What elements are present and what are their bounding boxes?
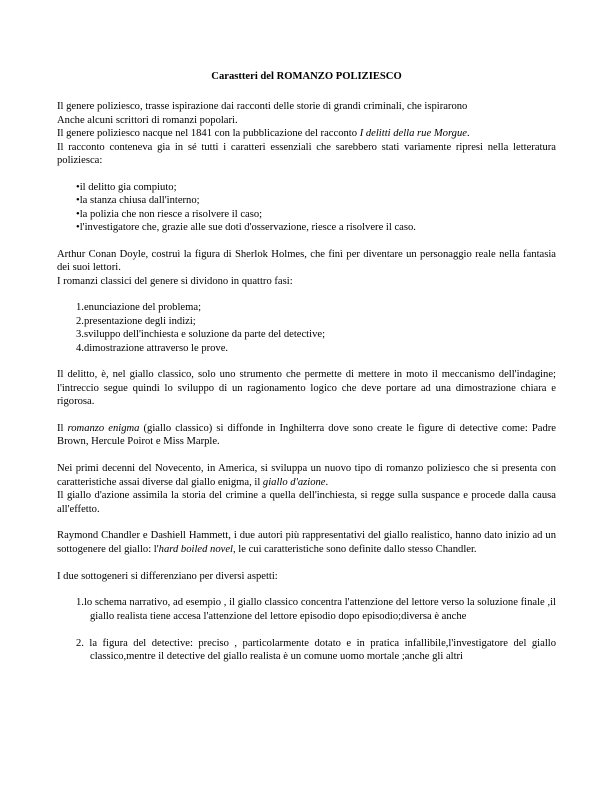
- enigma-paragraph: [57, 422, 556, 449]
- novecento-text-end: .: [325, 476, 329, 488]
- aspects-list: [57, 596, 556, 623]
- document-title: Carastteri del ROMANZO POLIZIESCO: [211, 71, 402, 82]
- intro-line-3-text: Il genere poliziesco nacque nel 1841 con la pubblicazione del racconto: [57, 128, 360, 140]
- list-item: 1.lo schema narrativo, ad esempio , il giallo classico concentra l'attenzione del lettore verso la soluzione finale ,il giallo realista tiene accesa l'attenzione del lettore episodio dopo episodio;diversa è anche: [76, 597, 556, 622]
- aspects-list-continued: [57, 637, 556, 664]
- list-item: 1.enunciazione del problema;: [76, 302, 202, 314]
- list-item: 3.sviluppo dell'inchiesta e soluzione da parte del detective;: [76, 329, 326, 341]
- list-item: • la polizia che non riesce a risolvere il caso;: [76, 208, 556, 221]
- list-item: • l'investigatore che, grazie alle sue doti d'osservazione, riesce a risolvere il caso.: [76, 221, 556, 234]
- chandler-text-start: Raymond Chandler e Dashiell Hammett, i due autori più rappresentativi del giallo realistico, hanno dato inizio ad un sottogenere del giallo: l': [57, 530, 556, 555]
- characteristics-list: [57, 181, 556, 235]
- giallo-azione-paragraph: Il giallo d'azione assimila la storia del crimine a quella dell'inchiesta, si regge sulla suspance e procede dalla causa all'effetto.: [57, 490, 556, 515]
- sottogeneri-intro: I due sottogeneri si differenziano per diversi aspetti:: [57, 570, 278, 582]
- list-item: 2.presentazione degli indizi;: [76, 315, 196, 327]
- delitto-paragraph: Il delitto, è, nel giallo classico, solo uno strumento che permette di mettere in moto il meccanismo dell'indagine; l'intreccio segue quindi lo sviluppo di un ragionamento logico che deve portare ad una dimostrazione chiara e rigorosa.: [57, 369, 556, 408]
- list-item: 4.dimostrazione attraverso le prove.: [76, 342, 229, 354]
- hard-boiled-term: hard boiled novel: [158, 543, 233, 555]
- intro-line-2: Anche alcuni scrittori di romanzi popolari.: [57, 114, 238, 126]
- phases-intro: I romanzi classici del genere si dividono in quattro fasi:: [57, 275, 293, 287]
- intro-line-1: Il genere poliziesco, trasse ispirazione dai racconti delle storie di grandi criminali, che ispirarono: [57, 101, 468, 113]
- intro-line-3-end: .: [466, 128, 470, 140]
- chandler-paragraph: [57, 529, 556, 556]
- story-title: I delitti della rue Morgue: [359, 128, 467, 140]
- giallo-azione-term: giallo d'azione: [262, 476, 326, 488]
- enigma-text-end: (giallo classico) si diffonde in Inghilterra dove sono create le figure di detective come: Padre Brown, Hercule Poirot e Miss Marple.: [57, 423, 556, 448]
- document-page: [57, 70, 556, 663]
- novecento-text-start: Nei primi decenni del Novecento, in America, si sviluppa un nuovo tipo di romanzo poliziesco che si presenta con caratteristiche assai diverse dal giallo enigma, il: [57, 463, 556, 488]
- intro-line-4: Il racconto conteneva gia in sé tutti i caratteri essenziali che sarebbero stati variamente ripresi nella letteratura poliziesca:: [57, 141, 556, 167]
- doyle-paragraph: Arthur Conan Doyle, costruì la figura di Sherlok Holmes, che finì per diventare un personaggio reale nella fantasia dei suoi lettori.: [57, 248, 556, 274]
- intro-line-3: [57, 127, 556, 140]
- list-item: • la stanza chiusa dall'interno;: [76, 194, 556, 207]
- phases-list: [57, 301, 556, 355]
- chandler-text-end: , le cui caratteristiche sono definite dallo stesso Chandler.: [232, 543, 477, 555]
- novecento-paragraph: [57, 462, 556, 489]
- enigma-term: romanzo enigma: [67, 423, 140, 435]
- list-item: 2. la figura del detective: preciso , particolarmente dotato e in pratica infallibile,l'investigatore del giallo classico,mentre il detective del giallo realista è un comune uomo mortale ;anche gli altri: [76, 637, 556, 662]
- enigma-text-start: Il: [57, 423, 68, 435]
- list-item: • il delitto gia compiuto;: [76, 181, 556, 194]
